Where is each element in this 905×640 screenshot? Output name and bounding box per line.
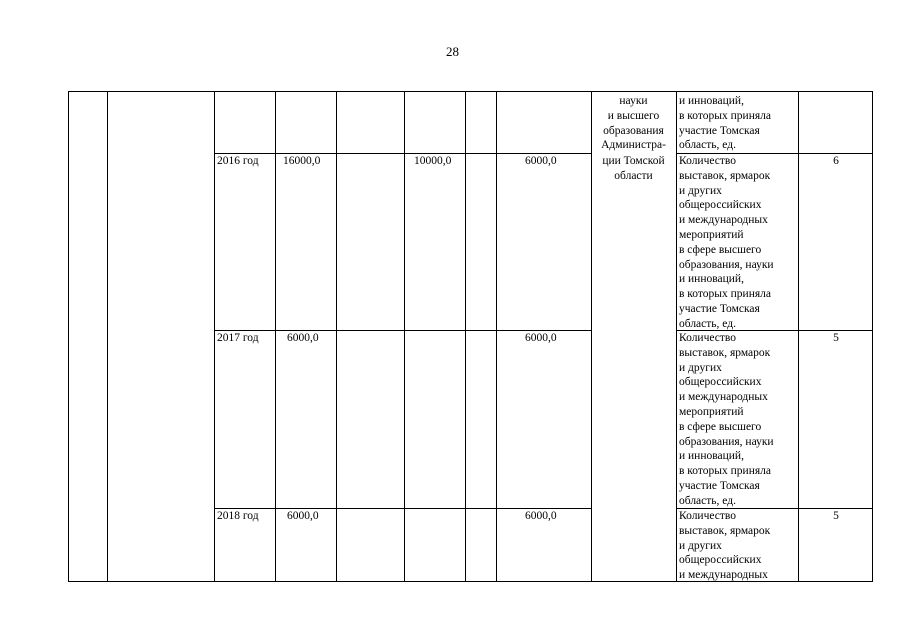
total-cell: 6000,0 [287, 510, 319, 522]
total-cell: 16000,0 [283, 155, 321, 167]
executor-bottom: ции Томской области [602, 155, 665, 182]
extra-budget-cell: 6000,0 [525, 332, 557, 344]
extra-budget-cell: 6000,0 [525, 510, 557, 522]
total-cell: 6000,0 [287, 332, 319, 344]
col-divider [107, 92, 108, 581]
indicator-value: 6 [833, 155, 839, 167]
year-cell: 2016 год [217, 155, 259, 167]
executor-top: науки и высшего образования Администра- [601, 95, 666, 152]
indicator-cell: Количество выставок, ярмарок и других общероссийских и международных мероприятий в сфере высшего образования, науки и инноваций, в которых приняла участие Томская область, ед. [679, 332, 774, 507]
indicator-cell: Количество выставок, ярмарок и других общероссийских и международных мероприятий в сфере высшего образования, науки и инноваций, в которых приняла участие Томская область, ед. [679, 155, 774, 330]
extra-budget-cell: 6000,0 [525, 155, 557, 167]
regional-cell: 10000,0 [414, 155, 452, 167]
indicator-value: 5 [833, 332, 839, 344]
indicator-cell: Количество выставок, ярмарок и других общероссийских и международных [679, 510, 771, 582]
year-cell: 2017 год [217, 332, 259, 344]
year-cell: 2018 год [217, 510, 259, 522]
page-number: 28 [446, 44, 459, 59]
carryover-indicator: и инноваций, в которых приняла участие Томская область, ед. [679, 95, 771, 152]
indicator-value: 5 [833, 510, 839, 522]
program-table [68, 91, 873, 582]
